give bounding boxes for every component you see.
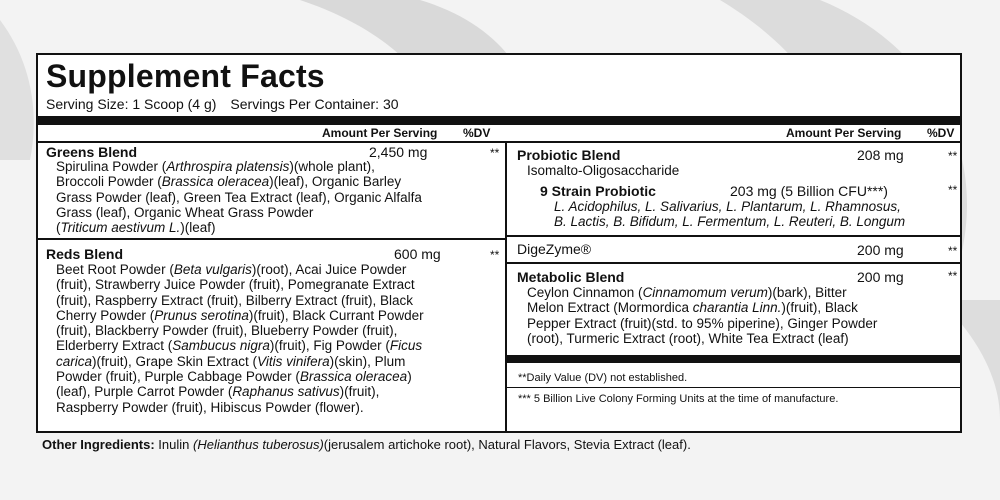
probiotic-blend-amount: 208 mg — [857, 147, 904, 163]
ingredient-line: Pepper Extract (fruit)(std. to 95% piperine), Ginger Powder — [527, 315, 878, 331]
strain-probiotic-amount: 203 mg (5 Billion CFU***) — [730, 183, 888, 199]
greens-blend-dv: ** — [490, 146, 500, 160]
greens-blend-name: Greens Blend — [46, 144, 138, 160]
ingredient-line: Elderberry Extract (Sambucus nigra)(fruit), Fig Powder (Ficus — [56, 338, 423, 354]
strain-probiotic-dv: ** — [948, 183, 958, 197]
ingredient-line: Beet Root Powder (Beta vulgaris)(root), Acai Juice Powder — [56, 262, 407, 277]
strain-line: L. Acidophilus, L. Salivarius, L. Plantarum, L. Rhamnosus, — [554, 199, 901, 214]
servings-per-container: Servings Per Container: 30 — [230, 96, 399, 112]
strain-list — [554, 199, 905, 230]
panel-title: Supplement Facts — [46, 58, 325, 94]
ingredient-line: (Triticum aestivum L.)(leaf) — [56, 220, 216, 236]
ingredient-line: Spirulina Powder (Arthrospira platensis)(whole plant), — [56, 159, 375, 174]
left-column-header — [38, 126, 505, 143]
reds-blend-ingredients — [56, 262, 496, 415]
ingredient-line: Cherry Powder (Prunus serotina)(fruit), Black Currant Powder — [56, 307, 424, 323]
probiotic-divider — [507, 235, 960, 237]
other-ingredients-label: Other Ingredients: — [42, 437, 155, 452]
amount-per-serving-header: Amount Per Serving — [322, 126, 438, 140]
probiotic-sub-ingredient: Isomalto-Oligosaccharide — [527, 163, 680, 178]
ingredient-line: Powder (fruit), Purple Cabbage Powder (Brassica oleracea) — [56, 369, 412, 385]
serving-size: Serving Size: 1 Scoop (4 g) — [46, 96, 217, 112]
ingredient-line: carica)(fruit), Grape Skin Extract (Vitis vinifera)(skin), Plum — [56, 353, 406, 369]
ingredient-line: (leaf), Purple Carrot Powder (Raphanus sativus)(fruit), — [56, 384, 380, 400]
greens-blend-ingredients — [56, 159, 496, 235]
digezyme-amount: 200 mg — [857, 242, 904, 258]
metabolic-blend-name: Metabolic Blend — [517, 269, 625, 285]
ingredient-line: Grass Powder (leaf), Green Tea Extract (leaf), Organic Alfalfa — [56, 189, 422, 205]
footnote-divider — [507, 387, 960, 388]
thick-divider — [38, 116, 960, 125]
metabolic-blend-ingredients — [527, 285, 967, 346]
footnote-dv: **Daily Value (DV) not established. — [518, 372, 688, 384]
amount-per-serving-header-right: Amount Per Serving — [786, 126, 902, 140]
supplement-facts-panel — [36, 53, 962, 433]
other-ingredients-pre: Inulin — [154, 437, 193, 452]
dv-header-right: %DV — [927, 126, 955, 140]
greens-reds-divider — [38, 238, 505, 240]
digezyme-name: DigeZyme® — [517, 241, 592, 257]
other-ingredients-italic: (Helianthus tuberosus) — [193, 437, 324, 452]
probiotic-blend-dv: ** — [948, 149, 958, 163]
ingredient-line: Ceylon Cinnamon (Cinnamomum verum)(bark), Bitter — [527, 285, 847, 300]
ingredient-line: (fruit), Raspberry Extract (fruit), Bilberry Extract (fruit), Black — [56, 292, 414, 308]
other-ingredients — [42, 437, 691, 453]
dv-header: %DV — [463, 126, 491, 140]
right-column-header — [507, 126, 960, 143]
metabolic-blend-amount: 200 mg — [857, 269, 904, 285]
digezyme-divider — [507, 262, 960, 264]
digezyme-dv: ** — [948, 244, 958, 258]
serving-info — [46, 95, 399, 113]
probiotic-blend-name: Probiotic Blend — [517, 147, 621, 163]
other-ingredients-post: (jerusalem artichoke root), Natural Flavors, Stevia Extract (leaf). — [323, 437, 691, 452]
metabolic-blend-dv: ** — [948, 269, 958, 283]
ingredient-line: Broccoli Powder (Brassica oleracea)(leaf), Organic Barley — [56, 174, 402, 190]
ingredient-line: (fruit), Blackberry Powder (fruit), Blueberry Powder (fruit), — [56, 323, 398, 339]
right-thick-divider — [507, 355, 960, 363]
strain-line: B. Lactis, B. Bifidum, L. Fermentum, L. Reuteri, B. Longum — [554, 214, 906, 230]
ingredient-line: Raspberry Powder (fruit), Hibiscus Powder (flower). — [56, 399, 364, 415]
reds-blend-amount: 600 mg — [394, 246, 441, 262]
greens-blend-amount: 2,450 mg — [369, 144, 428, 160]
ingredient-line: Grass (leaf), Organic Wheat Grass Powder — [56, 204, 314, 220]
strain-probiotic-name: 9 Strain Probiotic — [540, 183, 656, 199]
reds-blend-name: Reds Blend — [46, 246, 124, 262]
ingredient-line: Melon Extract (Mormordica charantia Linn.)(fruit), Black — [527, 300, 858, 316]
reds-blend-dv: ** — [490, 248, 500, 262]
footnote-cfu: *** 5 Billion Live Colony Forming Units at the time of manufacture. — [518, 393, 839, 405]
ingredient-line: (fruit), Strawberry Juice Powder (fruit), Pomegranate Extract — [56, 277, 415, 293]
ingredient-line: (root), Turmeric Extract (root), White Tea Extract (leaf) — [527, 330, 849, 346]
